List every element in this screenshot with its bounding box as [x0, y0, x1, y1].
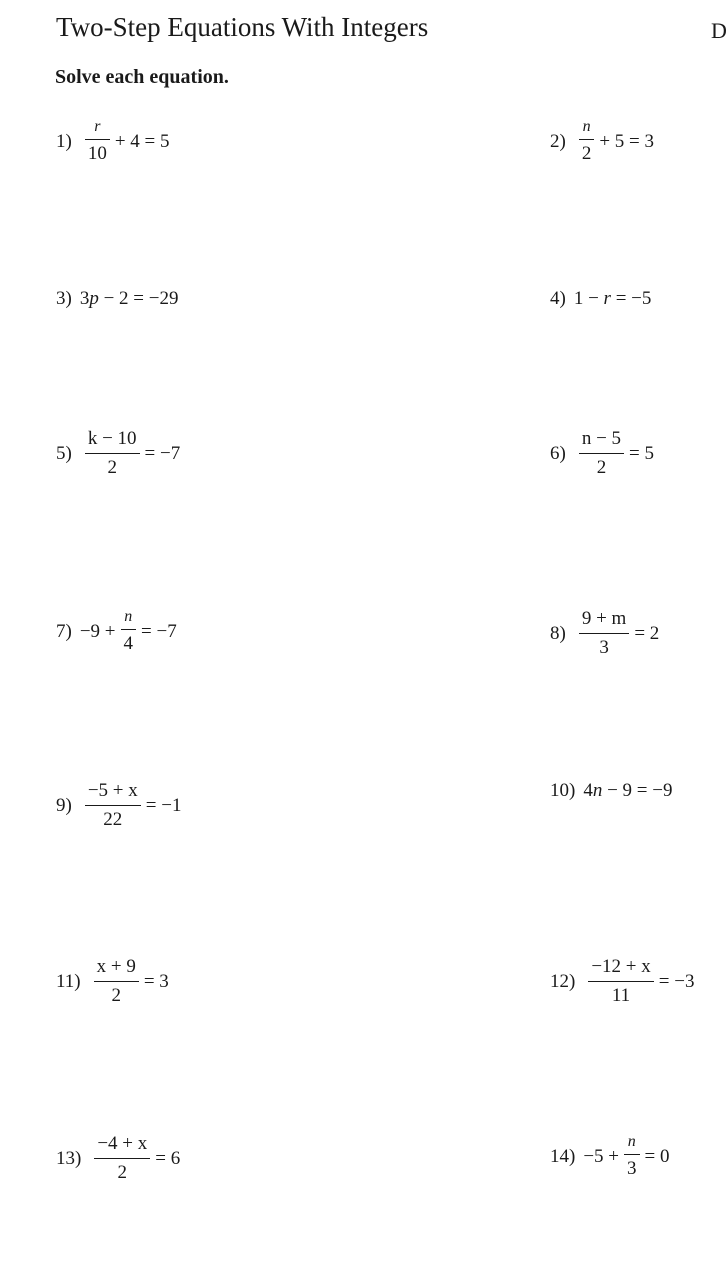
variable: r — [603, 288, 611, 309]
equation-rest: = 3 — [143, 970, 169, 992]
fraction — [579, 608, 630, 659]
numerator: n − 5 — [581, 428, 622, 449]
numerator: n — [582, 118, 591, 135]
problem-9 — [56, 780, 181, 831]
denominator: 4 — [121, 629, 137, 655]
fraction — [94, 1133, 150, 1184]
fraction — [588, 956, 653, 1007]
numerator: n — [627, 1133, 636, 1150]
fraction — [85, 118, 110, 165]
equation-rest: = −7 — [144, 442, 181, 464]
problem-number: 7) — [56, 620, 72, 642]
term: 4 — [583, 780, 593, 801]
numerator: 9 + m — [581, 608, 627, 629]
fraction — [579, 428, 624, 479]
denominator: 2 — [579, 139, 595, 165]
fraction — [94, 956, 139, 1007]
term: 3 — [79, 288, 90, 309]
problem-number: 10) — [550, 780, 576, 801]
problem-number: 1) — [56, 130, 72, 152]
numerator: k − 10 — [87, 428, 137, 449]
variable: n — [592, 780, 603, 801]
problem-7 — [56, 608, 177, 655]
problem-10 — [550, 780, 672, 802]
fraction — [85, 428, 140, 479]
variable: p — [89, 288, 99, 309]
equation-rest: = −7 — [141, 620, 177, 642]
denominator: 3 — [624, 1154, 640, 1180]
denominator: 10 — [85, 139, 110, 165]
equation-rest: = 0 — [644, 1145, 670, 1167]
problem-number: 11) — [56, 970, 81, 992]
problem-2 — [550, 118, 654, 165]
denominator: 2 — [579, 453, 624, 479]
problem-5 — [56, 428, 180, 479]
equation-rest: − 2 = −29 — [98, 288, 179, 309]
term: −9 + — [79, 620, 116, 642]
denominator: 22 — [85, 805, 141, 831]
problem-12 — [550, 956, 694, 1007]
worksheet-title: Two-Step Equations With Integers — [56, 12, 429, 42]
equation-rest: = 5 — [629, 442, 655, 464]
problem-number: 12) — [550, 970, 576, 992]
problem-number: 14) — [550, 1145, 576, 1167]
problem-number: 3) — [56, 288, 72, 309]
problem-number: 6) — [550, 442, 566, 464]
equation-rest: = 6 — [155, 1147, 181, 1169]
numerator: −12 + x — [591, 956, 651, 977]
equation-rest: + 5 = 3 — [599, 130, 655, 152]
date-label-fragment: D — [711, 18, 727, 43]
fraction — [121, 608, 137, 655]
numerator: n — [124, 608, 133, 625]
equation-rest: = −1 — [145, 794, 182, 816]
problem-number: 4) — [550, 288, 566, 309]
numerator: x + 9 — [96, 956, 136, 977]
problem-8 — [550, 608, 659, 659]
numerator: −5 + x — [87, 780, 138, 801]
problem-number: 8) — [550, 622, 566, 644]
denominator: 2 — [94, 981, 139, 1007]
problem-number: 2) — [550, 130, 566, 152]
problem-number: 9) — [56, 794, 72, 816]
problem-number: 13) — [56, 1147, 82, 1169]
problem-14 — [550, 1133, 669, 1180]
problem-6 — [550, 428, 654, 479]
problem-3 — [56, 288, 178, 310]
denominator: 11 — [588, 981, 653, 1007]
denominator: 2 — [85, 453, 140, 479]
numerator: r — [94, 118, 101, 135]
problem-1 — [56, 118, 170, 165]
problem-11 — [56, 956, 169, 1007]
numerator: −4 + x — [97, 1133, 148, 1154]
fraction — [624, 1133, 640, 1180]
equation-rest: = −5 — [610, 288, 652, 309]
problem-4 — [550, 288, 651, 310]
denominator: 2 — [94, 1158, 150, 1184]
fraction — [579, 118, 595, 165]
instructions: Solve each equation. — [55, 66, 229, 88]
problem-13 — [56, 1133, 180, 1184]
term: 1 − — [573, 288, 604, 309]
equation-rest: = −3 — [658, 970, 695, 992]
problem-number: 5) — [56, 442, 72, 464]
denominator: 3 — [579, 633, 630, 659]
equation-rest: = 2 — [634, 622, 660, 644]
term: −5 + — [583, 1145, 620, 1167]
equation-rest: − 9 = −9 — [602, 780, 673, 801]
equation-rest: + 4 = 5 — [114, 130, 170, 152]
fraction — [85, 780, 141, 831]
